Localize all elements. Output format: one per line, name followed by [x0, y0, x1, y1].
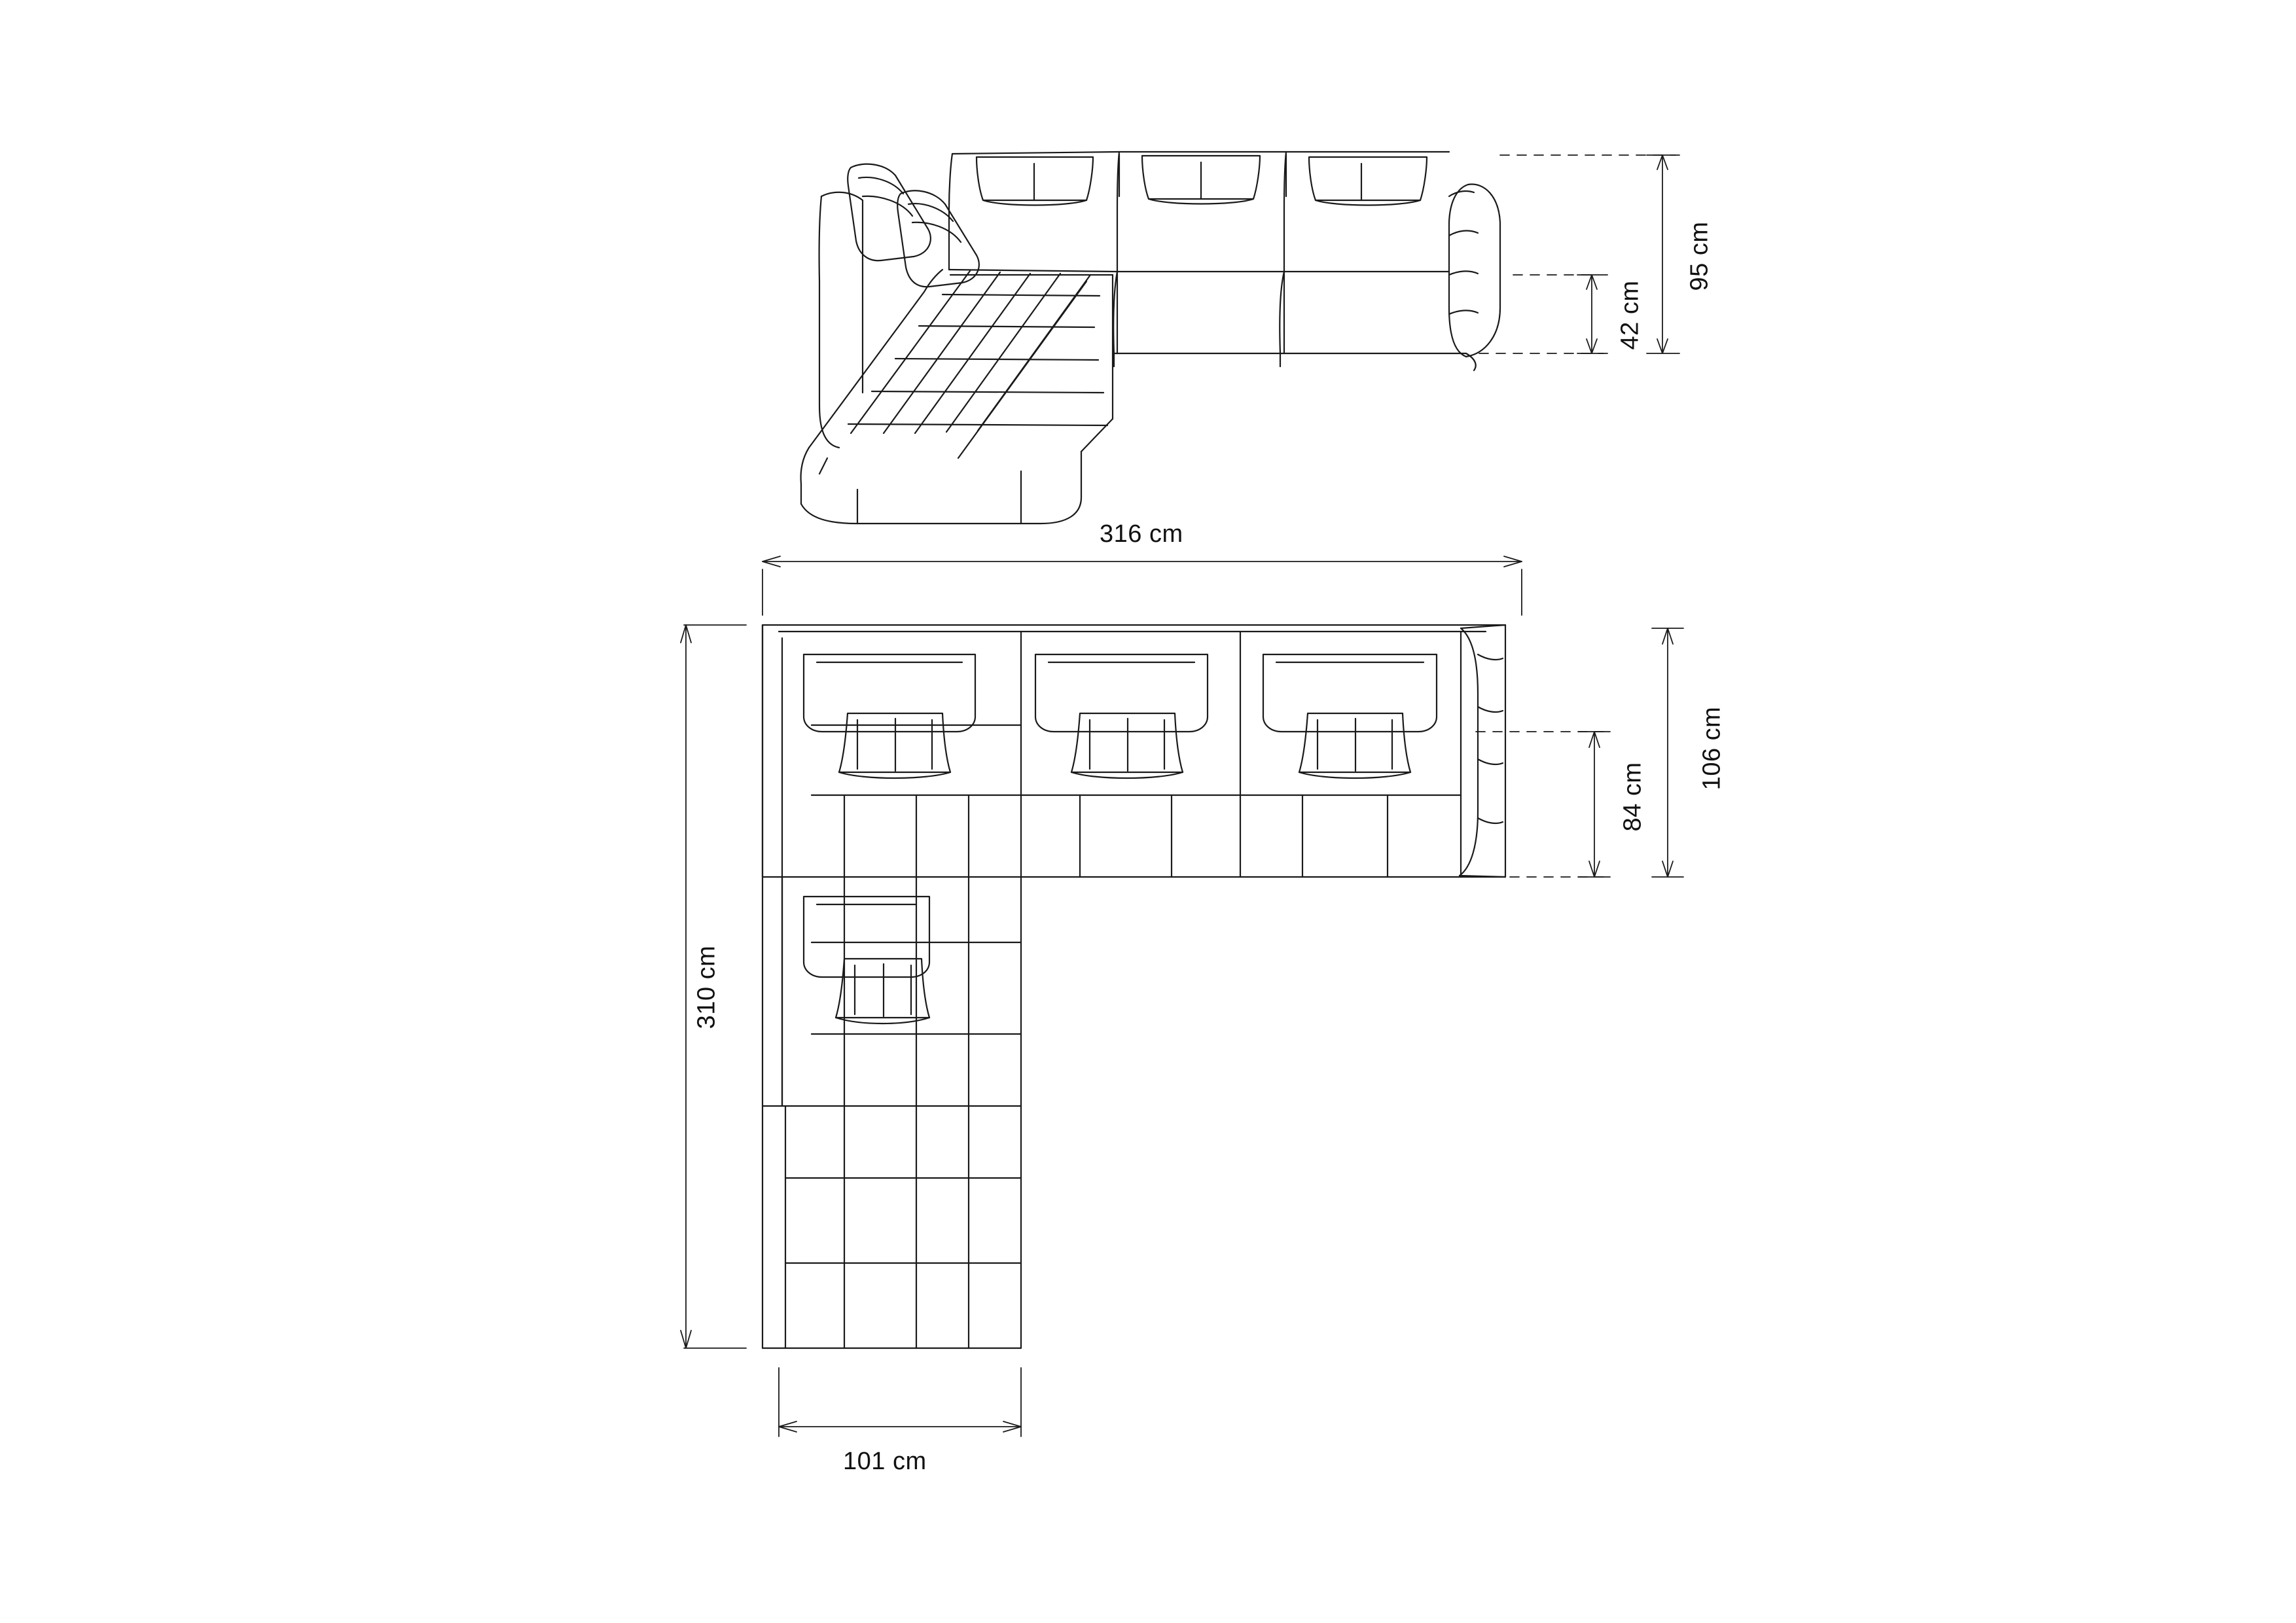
elevation-dimensions: [1477, 154, 1679, 353]
elevation-view: [801, 152, 1501, 524]
dimension-label-total-width: 316 cm: [1100, 520, 1183, 548]
dimension-label-module-depth-inner: 84 cm: [1619, 762, 1647, 832]
dimension-label-elevation-height: 95 cm: [1685, 221, 1713, 291]
plan-view: [762, 625, 1505, 1348]
plan-dimensions: [681, 556, 1683, 1436]
dimension-label-chaise-width: 101 cm: [843, 1448, 927, 1475]
dimension-label-total-depth: 310 cm: [692, 945, 721, 1029]
dimension-label-module-depth-outer: 106 cm: [1698, 706, 1726, 791]
dimension-label-seat-height: 42 cm: [1616, 280, 1644, 350]
